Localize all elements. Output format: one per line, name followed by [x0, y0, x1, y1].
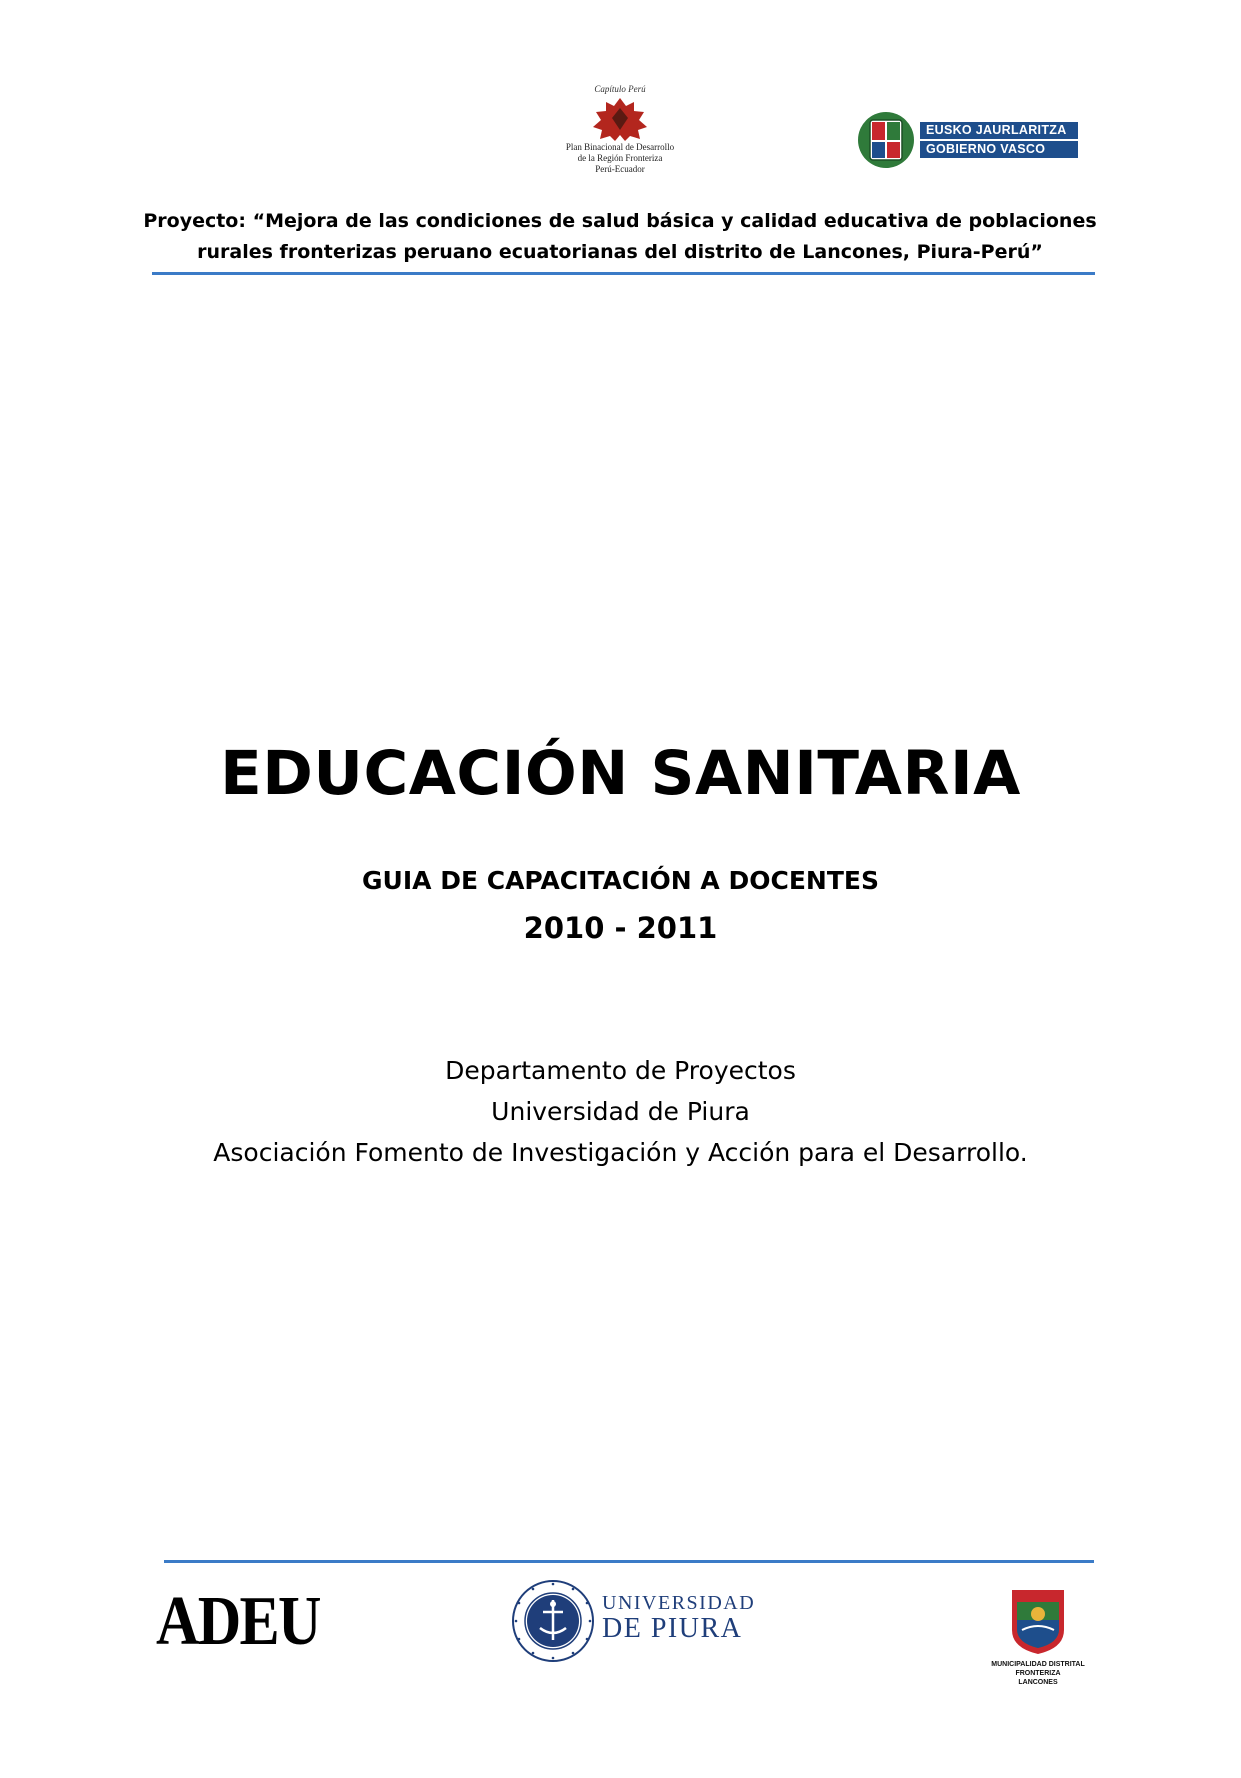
- document-subtitle: GUIA DE CAPACITACIÓN A DOCENTES: [362, 866, 879, 895]
- plan-binacional-logo: [540, 84, 700, 192]
- lancones-caption-line-2: LANCONES: [1018, 1679, 1058, 1686]
- plan-logo-caption: Capítulo Perú: [594, 84, 646, 94]
- document-title: EDUCACIÓN SANITARIA: [220, 738, 1021, 809]
- adeu-logo: ADEU: [156, 1583, 320, 1660]
- udep-line-2: DE PIURA: [602, 1613, 743, 1644]
- lancones-logo: [978, 1590, 1098, 1687]
- vasco-line-2: GOBIERNO VASCO: [920, 141, 1078, 158]
- top-divider: [152, 272, 1095, 275]
- bottom-divider: [164, 1560, 1094, 1563]
- plan-logo-line-2: de la Región Fronteriza: [577, 153, 663, 163]
- vasco-shield-icon: [856, 110, 916, 170]
- lancones-shield-icon: [1006, 1590, 1070, 1656]
- document-years: 2010 - 2011: [523, 911, 718, 945]
- vasco-line-1: EUSKO JAURLARITZA: [920, 122, 1078, 139]
- lancones-caption-line-1: MUNICIPALIDAD DISTRITAL FRONTERIZA: [991, 1661, 1085, 1677]
- author-line-1: Departamento de Proyectos: [445, 1056, 796, 1085]
- project-header: [140, 206, 1100, 268]
- project-header-line-2: rurales fronterizas peruano ecuatorianas del distrito de Lancones, Piura-Perú”: [197, 241, 1043, 263]
- gobierno-vasco-logo: [856, 108, 1078, 172]
- plan-emblem-icon: [590, 96, 650, 142]
- udep-seal-icon: [510, 1578, 596, 1664]
- author-line-2: Universidad de Piura: [491, 1097, 750, 1126]
- plan-logo-line-3: Perú-Ecuador: [595, 164, 645, 174]
- plan-logo-line-1: Plan Binacional de Desarrollo: [565, 142, 675, 152]
- udep-line-1: UNIVERSIDAD: [602, 1592, 756, 1614]
- project-header-line-1: Proyecto: “Mejora de las condiciones de salud básica y calidad educativa de poblaciones: [143, 210, 1097, 232]
- universidad-piura-logo: [510, 1578, 756, 1678]
- author-line-3: Asociación Fomento de Investigación y Acción para el Desarrollo.: [213, 1138, 1028, 1167]
